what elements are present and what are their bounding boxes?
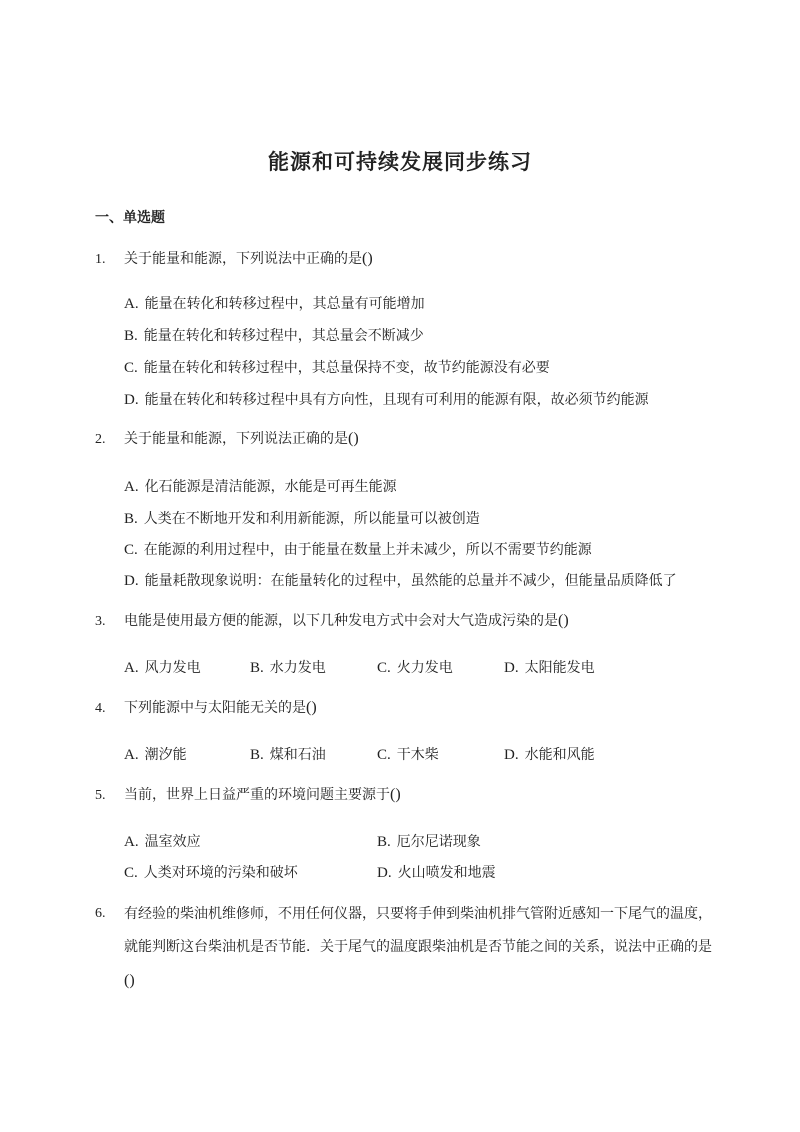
option: A. 温室效应 [124, 834, 201, 850]
question-number: 1. [95, 252, 106, 267]
question-number: 6. [95, 906, 106, 921]
question-text: 关于能量和能源，下列说法中正确的是() [124, 250, 373, 267]
option: A. 风力发电 [124, 660, 201, 676]
option: C. 能量在转化和转移过程中，其总量保持不变，故节约能源没有必要 [124, 360, 550, 376]
question-text: 下列能源中与太阳能无关的是() [124, 699, 317, 716]
option: D. 水能和风能 [504, 747, 595, 763]
question-number: 5. [95, 788, 106, 803]
option: A. 能量在转化和转移过程中，其总量有可能增加 [124, 296, 425, 312]
option: D. 能量耗散现象说明：在能量转化的过程中，虽然能的总量并不减少，但能量品质降低了 [124, 573, 677, 589]
option: A. 潮汐能 [124, 747, 187, 763]
question-number: 4. [95, 701, 106, 716]
option: C. 干木柴 [377, 747, 439, 763]
option: D. 能量在转化和转移过程中具有方向性，且现有可利用的能源有限，故必须节约能源 [124, 392, 649, 408]
question-text: 关于能量和能源，下列说法正确的是() [124, 430, 359, 447]
option: B. 煤和石油 [250, 747, 326, 763]
option: B. 能量在转化和转移过程中，其总量会不断减少 [124, 328, 424, 344]
option: C. 在能源的利用过程中，由于能量在数量上并未减少，所以不需要节约能源 [124, 542, 592, 558]
option: D. 太阳能发电 [504, 660, 595, 676]
question-text: 电能是使用最方便的能源，以下几种发电方式中会对大气造成污染的是() [124, 612, 569, 629]
option: A. 化石能源是清洁能源，水能是可再生能源 [124, 479, 397, 495]
option: B. 厄尔尼诺现象 [377, 834, 481, 850]
option: D. 火山喷发和地震 [377, 865, 496, 881]
section-heading: 一、单选题 [95, 210, 165, 226]
page-title: 能源和可持续发展同步练习 [268, 150, 532, 174]
option: C. 人类对环境的污染和破坏 [124, 865, 298, 881]
question-number: 3. [95, 614, 106, 629]
question-number: 2. [95, 432, 106, 447]
option: B. 水力发电 [250, 660, 326, 676]
option: B. 人类在不断地开发和利用新能源，所以能量可以被创造 [124, 511, 480, 527]
question-text: 当前，世界上日益严重的环境问题主要源于() [124, 786, 401, 803]
question-text: 有经验的柴油机维修师，不用任何仪器，只要将手伸到柴油机排气管附近感知一下尾气的温度，就能判断这台柴油机是否节能．关于尾气的温度跟柴油机是否节能之间的关系，说法中正确的是() [124, 906, 712, 989]
option: C. 火力发电 [377, 660, 453, 676]
